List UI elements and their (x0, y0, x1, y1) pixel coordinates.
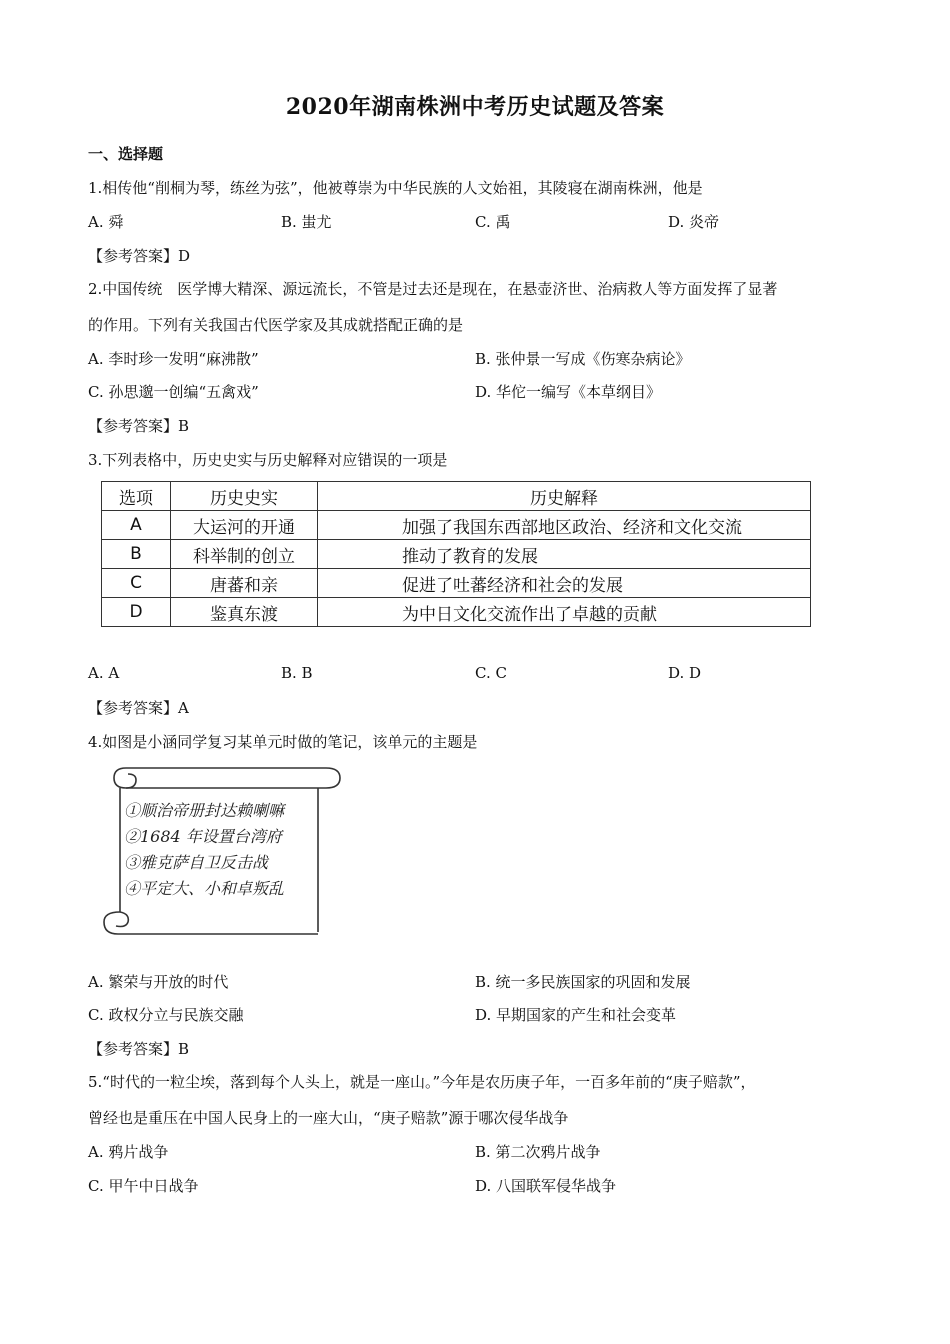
history-table (101, 481, 811, 627)
question-1-option-a: A. 舜 (88, 213, 124, 231)
question-3-stem: 3.下列表格中，历史史实与历史解释对应错误的一项是 (88, 451, 448, 469)
page-title: 2020年湖南株洲中考历史试题及答案 (285, 94, 665, 120)
question-2-option-b: B. 张仲景一写成《伤寒杂病论》 (475, 350, 691, 368)
question-5-option-b: B. 第二次鸦片战争 (475, 1143, 601, 1161)
table-cell: A (102, 511, 171, 540)
question-2-option-a: A. 李时珍一发明“麻沸散” (88, 350, 259, 368)
table-row (102, 598, 811, 627)
table-header-cell: 历史史实 (171, 482, 318, 511)
table-cell: C (102, 569, 171, 598)
table-cell: 加强了我国东西部地区政治、经济和文化交流 (318, 511, 811, 540)
table-cell: 为中日文化交流作出了卓越的贡献 (318, 598, 811, 627)
scroll-note-figure (96, 762, 341, 937)
table-row (102, 569, 811, 598)
question-5-option-d: D. 八国联军侵华战争 (475, 1177, 617, 1195)
question-5-option-a: A. 鸦片战争 (88, 1143, 169, 1161)
table-cell: 推动了教育的发展 (318, 540, 811, 569)
question-1-option-c: C. 禹 (475, 213, 511, 231)
note-line: ①顺治帝册封达赖喇嘛 (124, 801, 285, 820)
table-cell: 科举制的创立 (171, 540, 318, 569)
question-3-answer: 【参考答案】A (88, 699, 189, 717)
table-header-cell: 历史解释 (318, 482, 811, 511)
question-4-stem: 4.如图是小涵同学复习某单元时做的笔记，该单元的主题是 (88, 733, 478, 751)
table-row (102, 540, 811, 569)
question-5-option-c: C. 甲午中日战争 (88, 1177, 199, 1195)
question-4-option-c: C. 政权分立与民族交融 (88, 1006, 244, 1024)
table-cell: 促进了吐蕃经济和社会的发展 (318, 569, 811, 598)
question-4-option-a: A. 繁荣与开放的时代 (88, 973, 229, 991)
section-heading: 一、选择题 (88, 145, 164, 163)
table-cell: B (102, 540, 171, 569)
scroll-note-lines (124, 798, 284, 902)
note-line: ④平定大、小和卓叛乱 (124, 879, 285, 898)
table-cell: 鉴真东渡 (171, 598, 318, 627)
question-2-answer: 【参考答案】B (88, 417, 190, 435)
question-5-stem-cont: 曾经也是重压在中国人民身上的一座大山，“庚子赔款”源于哪次侵华战争 (88, 1109, 569, 1127)
table-header-cell: 选项 (102, 482, 171, 511)
question-1-stem: 1.相传他“削桐为琴，练丝为弦”，他被尊崇为中华民族的人文始祖，其陵寝在湖南株洲，他是 (88, 179, 703, 197)
question-1-option-d: D. 炎帝 (668, 213, 720, 231)
table-row (102, 511, 811, 540)
table-cell: D (102, 598, 171, 627)
question-4-option-b: B. 统一多民族国家的巩固和发展 (475, 973, 691, 991)
question-2-stem: 2.中国传统 医学博大精深、源远流长，不管是过去还是现在，在悬壶济世、治病救人等方面发挥了显著 (88, 280, 778, 298)
question-1-answer: 【参考答案】D (88, 247, 191, 265)
question-4-option-d: D. 早期国家的产生和社会变革 (475, 1006, 677, 1024)
question-2-stem-cont: 的作用。下列有关我国古代医学家及其成就搭配正确的是 (88, 316, 464, 334)
note-line: ③雅克萨自卫反击战 (124, 853, 269, 872)
question-3-option-b: B. B (281, 664, 313, 682)
question-2-option-c: C. 孙思邈一创编“五禽戏” (88, 383, 259, 401)
question-2-option-d: D. 华佗一编写《本草纲目》 (475, 383, 662, 401)
question-3-option-c: C. C (475, 664, 507, 682)
note-line: ②1684 年设置台湾府 (124, 827, 282, 846)
question-4-answer: 【参考答案】B (88, 1040, 190, 1058)
question-3-option-d: D. D (668, 664, 702, 682)
table-cell: 唐蕃和亲 (171, 569, 318, 598)
question-5-stem: 5.“时代的一粒尘埃，落到每个人头上，就是一座山。”今年是农历庚子年，一百多年前的“庚子赔款”， (88, 1073, 756, 1091)
question-1-option-b: B. 蚩尤 (281, 213, 332, 231)
question-3-option-a: A. A (88, 664, 120, 682)
table-cell: 大运河的开通 (171, 511, 318, 540)
table-header-row (102, 482, 811, 511)
